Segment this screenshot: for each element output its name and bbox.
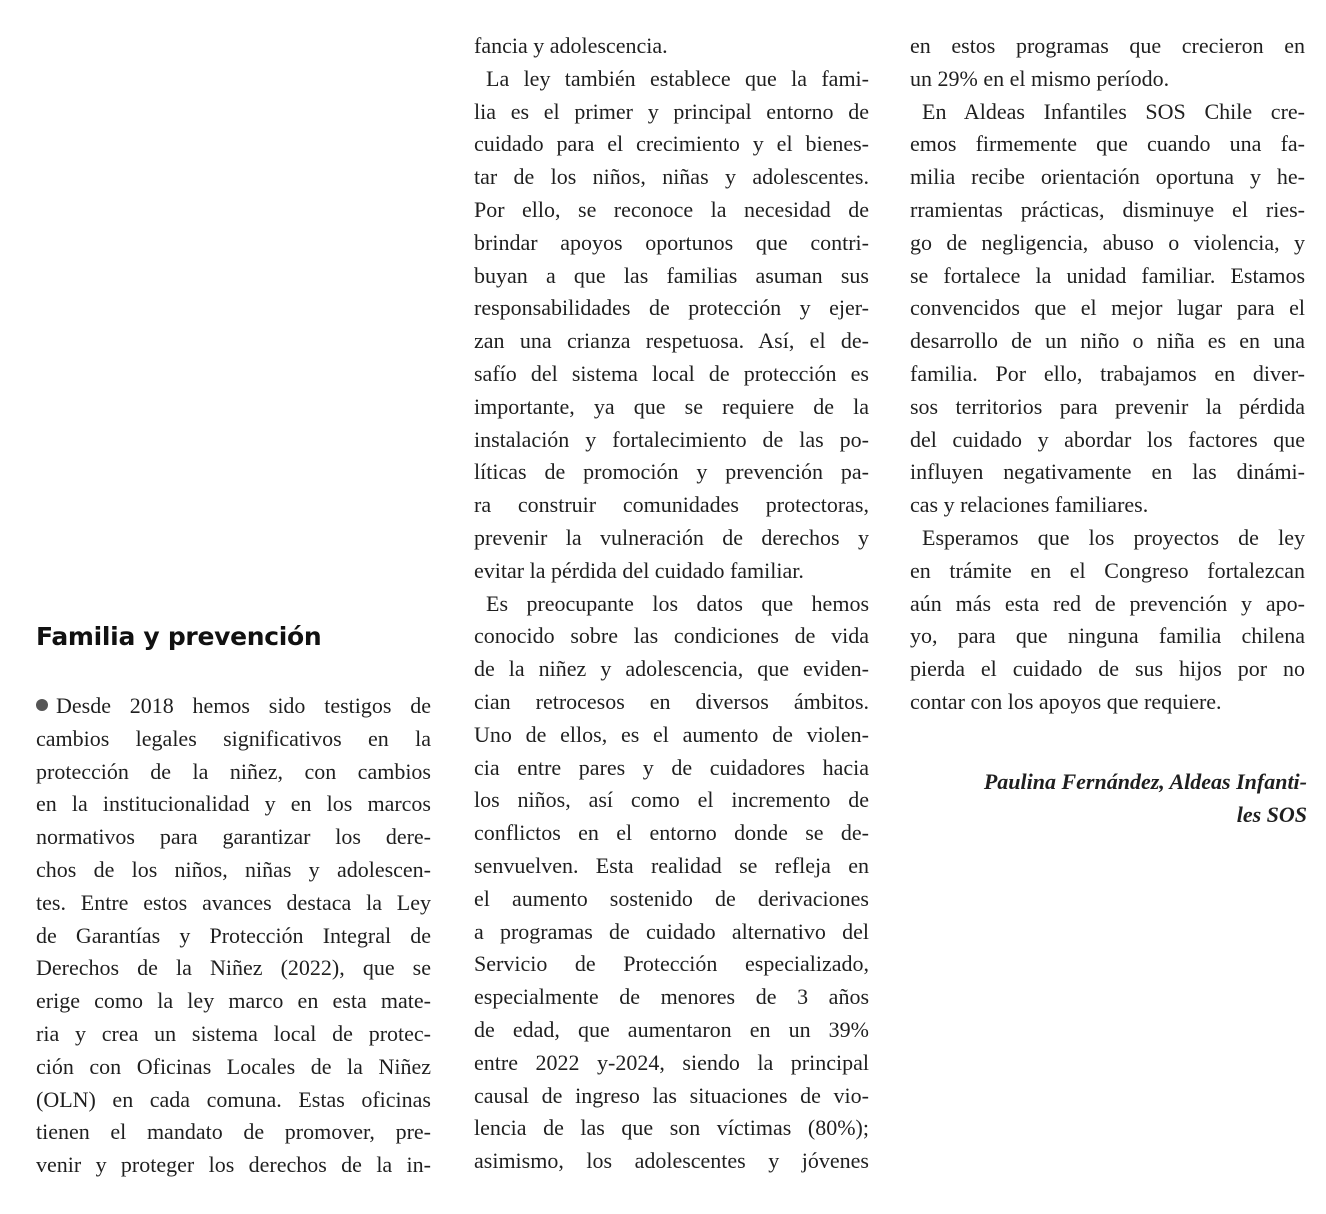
text-line: cuidado para el crecimiento y el bienes- [474,131,869,157]
article-heading: Familia y prevención [36,622,322,651]
text-line: ra construir comunidades protectoras, [474,492,869,518]
text-line: contar con los apoyos que requiere. [910,688,1222,714]
text-line: normativos para garantizar los dere- [36,824,431,850]
text-line: milia recibe orientación oportuna y he- [910,164,1305,190]
text-line: aún más esta red de prevención y apo- [910,590,1305,616]
text-line: erige como la ley marco en esta mate- [36,988,431,1014]
text-line: La ley también establece que la fami- [486,65,869,91]
article-signature [910,766,1307,832]
text-line: lencia de las que son víctimas (80%); [474,1115,869,1141]
text-line: tienen el mandato de promover, pre- [36,1119,431,1145]
text-line: safío del sistema local de protección es [474,360,869,386]
text-line: pierda el cuidado de sus hijos por no [910,656,1305,682]
text-line: brindar apoyos oportunos que contri- [474,229,869,255]
text-line: de edad, que aumentaron en un 39% [474,1016,869,1042]
text-line: los niños, así como el incremento de [474,787,869,813]
text-line: importante, ya que se requiere de la [474,393,869,419]
text-line: familia. Por ello, trabajamos en diver- [910,360,1305,386]
text-line: Esperamos que los proyectos de ley [922,524,1305,550]
text-line: entre 2022 y-2024, siendo la principal [474,1049,869,1075]
article-column-3 [910,30,1305,719]
text-line: de la niñez y adolescencia, que eviden- [474,656,869,682]
text-line: emos firmemente que cuando una fa- [910,131,1305,157]
text-line: fancia y adolescencia. [474,33,668,58]
text-line: Servicio de Protección especializado, [474,951,869,977]
text-line: causal de ingreso las situaciones de vio- [474,1082,869,1108]
text-line: lia es el primer y principal entorno de [474,98,869,124]
text-line: prevenir la vulneración de derechos y [474,524,869,550]
text-line: a programas de cuidado alternativo del [474,918,869,944]
text-line: evitar la pérdida del cuidado familiar. [474,557,804,583]
text-line: ción con Oficinas Locales de la Niñez [36,1053,431,1079]
text-line: asimismo, los adolescentes y jóvenes [474,1148,869,1174]
text-line: cian retrocesos en diversos ámbitos. [474,688,869,714]
text-line: En Aldeas Infantiles SOS Chile cre- [922,98,1305,124]
text-line: Uno de ellos, es el aumento de violen- [474,721,869,747]
text-line: conflictos en el entorno donde se de- [474,820,869,846]
article-column-2 [474,30,869,1178]
text-line: ria y crea un sistema local de protec- [36,1020,431,1046]
text-line: Derechos de la Niñez (2022), que se [36,955,431,981]
text-line: venir y proteger los derechos de la in- [36,1152,431,1178]
text-line: cas y relaciones familiares. [910,492,1149,518]
text-line: de Garantías y Protección Integral de [36,922,431,948]
text-line: Por ello, se reconoce la necesidad de [474,196,869,222]
text-line: el aumento sostenido de derivaciones [474,885,869,911]
text-line: se fortalece la unidad familiar. Estamos [910,262,1305,288]
text-line: líticas de promoción y prevención pa- [474,459,869,485]
signature-line: Paulina Fernández, Aldeas Infanti- [983,769,1307,794]
text-line: protección de la niñez, con cambios [36,758,431,784]
text-line: especialmente de menores de 3 años [474,984,869,1010]
text-line: cambios legales significativos en la [36,725,431,751]
signature-line: les SOS [1236,801,1307,827]
text-line: en trámite en el Congreso fortalezcan [910,557,1305,583]
text-line: del cuidado y abordar los factores que [910,426,1305,452]
text-line: desarrollo de un niño o niña es en una [910,328,1305,354]
text-line: tes. Entre estos avances destaca la Ley [36,889,431,915]
text-line: Es preocupante los datos que hemos [486,590,869,616]
text-line-content: Desde 2018 hemos sido testigos de [56,693,431,718]
text-line: conocido sobre las condiciones de vida [474,623,869,649]
bullet-icon [36,699,48,711]
text-line: un 29% en el mismo período. [910,65,1170,91]
text-line: go de negligencia, abuso o violencia, y [910,229,1305,255]
text-line: (OLN) en cada comuna. Estas oficinas [36,1086,431,1112]
text-line: tar de los niños, niñas y adolescentes. [474,164,869,190]
text-line: senvuelven. Esta realidad se refleja en [474,852,869,878]
text-line: zan una crianza respetuosa. Así, el de- [474,328,869,354]
text-line: en estos programas que crecieron en [910,33,1305,58]
text-line: en la institucionalidad y en los marcos [36,791,431,817]
text-line: rramientas prácticas, disminuye el ries- [910,196,1305,222]
text-line: chos de los niños, niñas y adolescen- [36,856,431,882]
text-line [36,690,431,723]
text-line: instalación y fortalecimiento de las po- [474,426,869,452]
text-line: influyen negativamente en las dinámi- [910,459,1305,485]
text-line: buyan a que las familias asuman sus [474,262,869,288]
text-line: convencidos que el mejor lugar para el [910,295,1305,321]
article-column-1 [36,620,431,1182]
text-line: sos territorios para prevenir la pérdida [910,393,1305,419]
text-line: yo, para que ninguna familia chilena [910,623,1305,649]
text-line: cia entre pares y de cuidadores hacia [474,754,869,780]
text-line: responsabilidades de protección y ejer- [474,295,869,321]
